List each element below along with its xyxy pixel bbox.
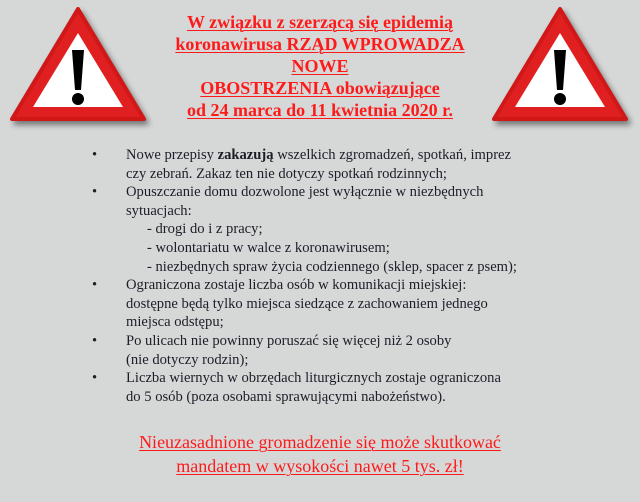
bullet: • — [92, 370, 98, 387]
sub-item: - niezbędnych spraw życia codziennego (sklep, spacer z psem); — [147, 258, 517, 275]
rule-item-leaving-home — [92, 183, 562, 276]
rule-line: Liczba wiernych w obrzędach liturgicznych zostaje ograniczona — [126, 370, 501, 387]
rule-item-religious-services — [92, 369, 562, 406]
rule-text: Nowe przepisy — [126, 147, 218, 163]
warning-triangle-icon — [8, 6, 148, 124]
bullet: • — [92, 184, 98, 201]
sub-item: - drogi do i z pracy; — [147, 221, 263, 238]
headline — [150, 11, 490, 121]
rule-text: wszelkich zgromadzeń, spotkań, imprez — [273, 147, 512, 163]
headline-line: koronawirusa RZĄD WPROWADZA NOWE — [175, 34, 465, 76]
footer-line: mandatem w wysokości nawet 5 tys. zł! — [176, 456, 464, 476]
rule-line: Ograniczona zostaje liczba osób w komunikacji miejskiej: — [126, 277, 467, 294]
rule-line: Opuszczanie domu dozwolone jest wyłącznie w niezbędnych — [126, 184, 484, 201]
footer-line: Nieuzasadnione gromadzenie się może skutkować — [139, 432, 501, 452]
rule-line: (nie dotyczy rodzin); — [126, 351, 249, 368]
rule-item-public-transport — [92, 276, 562, 332]
rule-line: sytuacjach: — [126, 202, 192, 219]
bullet: • — [92, 332, 98, 349]
sub-item: - wolontariatu w walce z koronawirusem; — [147, 239, 390, 256]
headline-line: W związku z szerzącą się epidemią — [186, 12, 454, 32]
bullet: • — [92, 147, 98, 163]
headline-line: od 24 marca do 11 kwietnia 2020 r. — [186, 100, 454, 120]
rule-line: czy zebrań. Zakaz ten nie dotyczy spotkań rodzinnych; — [126, 165, 447, 182]
rule-emphasis: zakazują — [217, 147, 274, 163]
rule-line: do 5 osób (poza osobami sprawującymi nabożeństwo). — [126, 388, 446, 405]
rule-line — [126, 146, 562, 165]
warning-triangle-icon — [490, 6, 630, 124]
rule-line: Po ulicach nie powinny poruszać się więcej niż 2 osoby — [126, 332, 452, 349]
penalty-warning — [60, 430, 580, 478]
rule-item-street-movement — [92, 332, 562, 369]
rules-list — [92, 146, 562, 406]
headline-line: OBOSTRZENIA obowiązujące — [200, 78, 440, 98]
rule-line: dostępne będą tylko miejsca siedzące z zachowaniem jednego — [126, 295, 488, 312]
bullet: • — [92, 277, 98, 294]
rule-line: miejsca odstępu; — [126, 314, 224, 331]
rule-item-gatherings — [92, 146, 562, 183]
